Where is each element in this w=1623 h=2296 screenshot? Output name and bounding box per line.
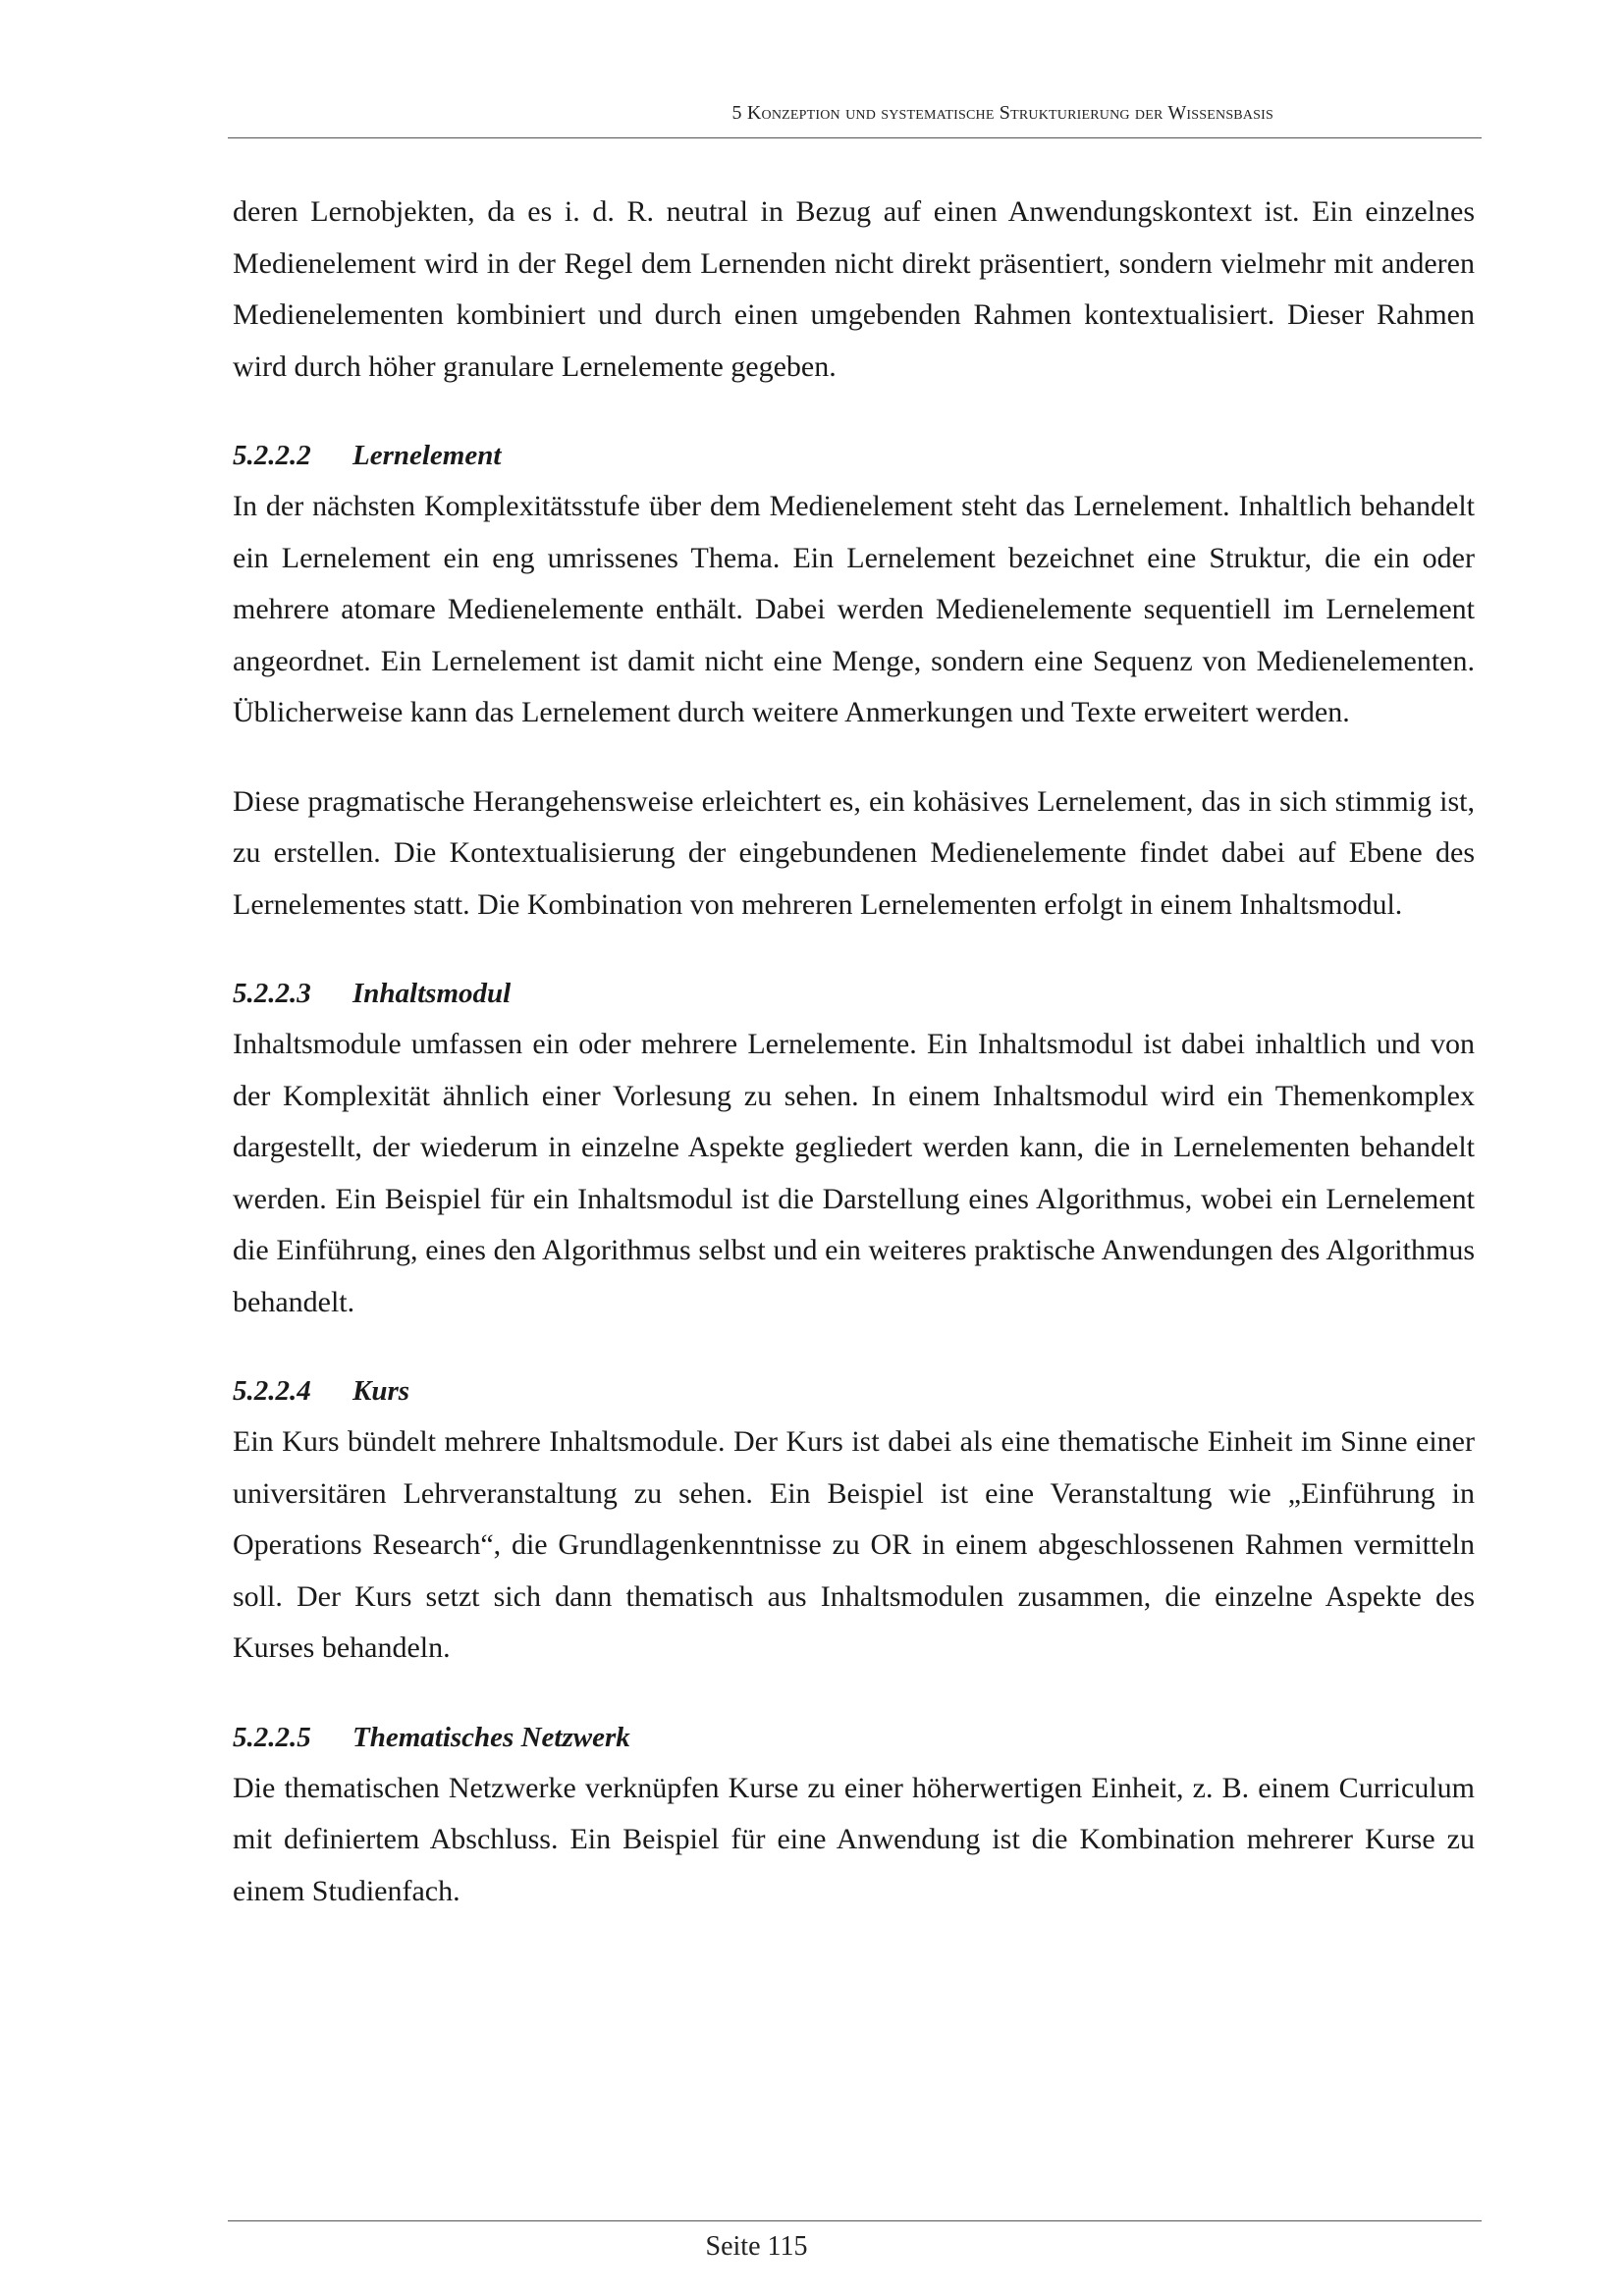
section-title: Lernelement xyxy=(352,440,502,471)
section-number: 5.2.2.3 xyxy=(233,978,311,1009)
page-footer xyxy=(228,2220,1482,2263)
section-heading-kurs xyxy=(233,1365,1475,1416)
intro-paragraph: deren Lernobjekten, da es i. d. R. neutral in Bezug auf einen Anwendungskontext ist. Ein einzelnes Medienelement wird in der Regel dem Lernenden nicht direkt präsentiert, sondern vielmehr mit anderen Medienelementen kombiniert und durch einen umgebenden Rahmen kontextualisiert. Dieser Rahmen wird durch höher granulare Lernelemente gegeben. xyxy=(233,195,1475,383)
running-header xyxy=(228,94,1482,138)
section-title: Thematisches Netzwerk xyxy=(352,1721,630,1753)
section-number: 5.2.2.2 xyxy=(233,440,311,471)
section-heading-inhaltsmodul xyxy=(233,968,1475,1019)
paragraph-thematisches-netzwerk: Die thematischen Netzwerke verknüpfen Kurse zu einer höherwertigen Einheit, z. B. einem Curriculum mit definiertem Abschluss. Ein Beispiel für eine Anwendung ist die Kombination mehrerer Kurse zu einem Studienfach. xyxy=(233,1771,1475,1907)
section-title: Inhaltsmodul xyxy=(352,978,512,1009)
paragraph-inhaltsmodul: Inhaltsmodule umfassen ein oder mehrere Lernelemente. Ein Inhaltsmodul ist dabei inhaltlich und von der Komplexität ähnlich einer Vorlesung zu sehen. In einem Inhaltsmodul wird ein Themenkomplex dargestellt, der wiederum in einzelne Aspekte gegliedert werden kann, die in Lernelementen behandelt werden. Ein Beispiel für ein Inhaltsmodul ist die Darstellung eines Algorithmus, wobei ein Lernelement die Einführung, eines den Algorithmus selbst und ein weiteres praktische Anwendungen des Algorithmus behandelt. xyxy=(233,1028,1475,1318)
paragraph-lernelement-1: In der nächsten Komplexitätsstufe über dem Medienelement steht das Lernelement. Inhaltlich behandelt ein Lernelement ein eng umrissenes Thema. Ein Lernelement bezeichnet eine Struktur, die ein oder mehrere atomare Medienelemente enthält. Dabei werden Medienelemente sequentiell im Lernelement angeordnet. Ein Lernelement ist damit nicht eine Menge, sondern eine Sequenz von Medienelementen. Üblicherweise kann das Lernelement durch weitere Anmerkungen und Texte erweitert werden. xyxy=(233,490,1475,728)
section-number: 5.2.2.4 xyxy=(233,1375,311,1407)
paragraph-kurs: Ein Kurs bündelt mehrere Inhaltsmodule. Der Kurs ist dabei als eine thematische Einheit im Sinne einer universitären Lehrveranstaltung zu sehen. Ein Beispiel ist eine Veranstaltung wie „Einführung in Operations Research“, die Grundlagenkenntnisse zu OR in einem abgeschlossenen Rahmen vermitteln soll. Der Kurs setzt sich dann thematisch aus Inhaltsmodulen zusammen, die einzelne Aspekte des Kurses behandeln. xyxy=(233,1425,1475,1664)
section-heading-lernelement xyxy=(233,430,1475,481)
page-number: Seite 115 xyxy=(705,2231,808,2262)
section-title: Kurs xyxy=(352,1375,410,1407)
section-number: 5.2.2.5 xyxy=(233,1721,311,1753)
paragraph-lernelement-2: Diese pragmatische Herangehensweise erleichtert es, ein kohäsives Lernelement, das in sich stimmig ist, zu erstellen. Die Kontextualisierung der eingebundenen Medienelemente findet dabei auf Ebene des Lernelementes statt. Die Kombination von mehreren Lernelementen erfolgt in einem Inhaltsmodul. xyxy=(233,784,1475,921)
section-heading-thematisches-netzwerk xyxy=(233,1712,1475,1763)
running-header-title: 5 Konzeption und systematische Strukturierung der Wissensbasis xyxy=(731,102,1273,124)
page-content xyxy=(233,187,1475,1917)
